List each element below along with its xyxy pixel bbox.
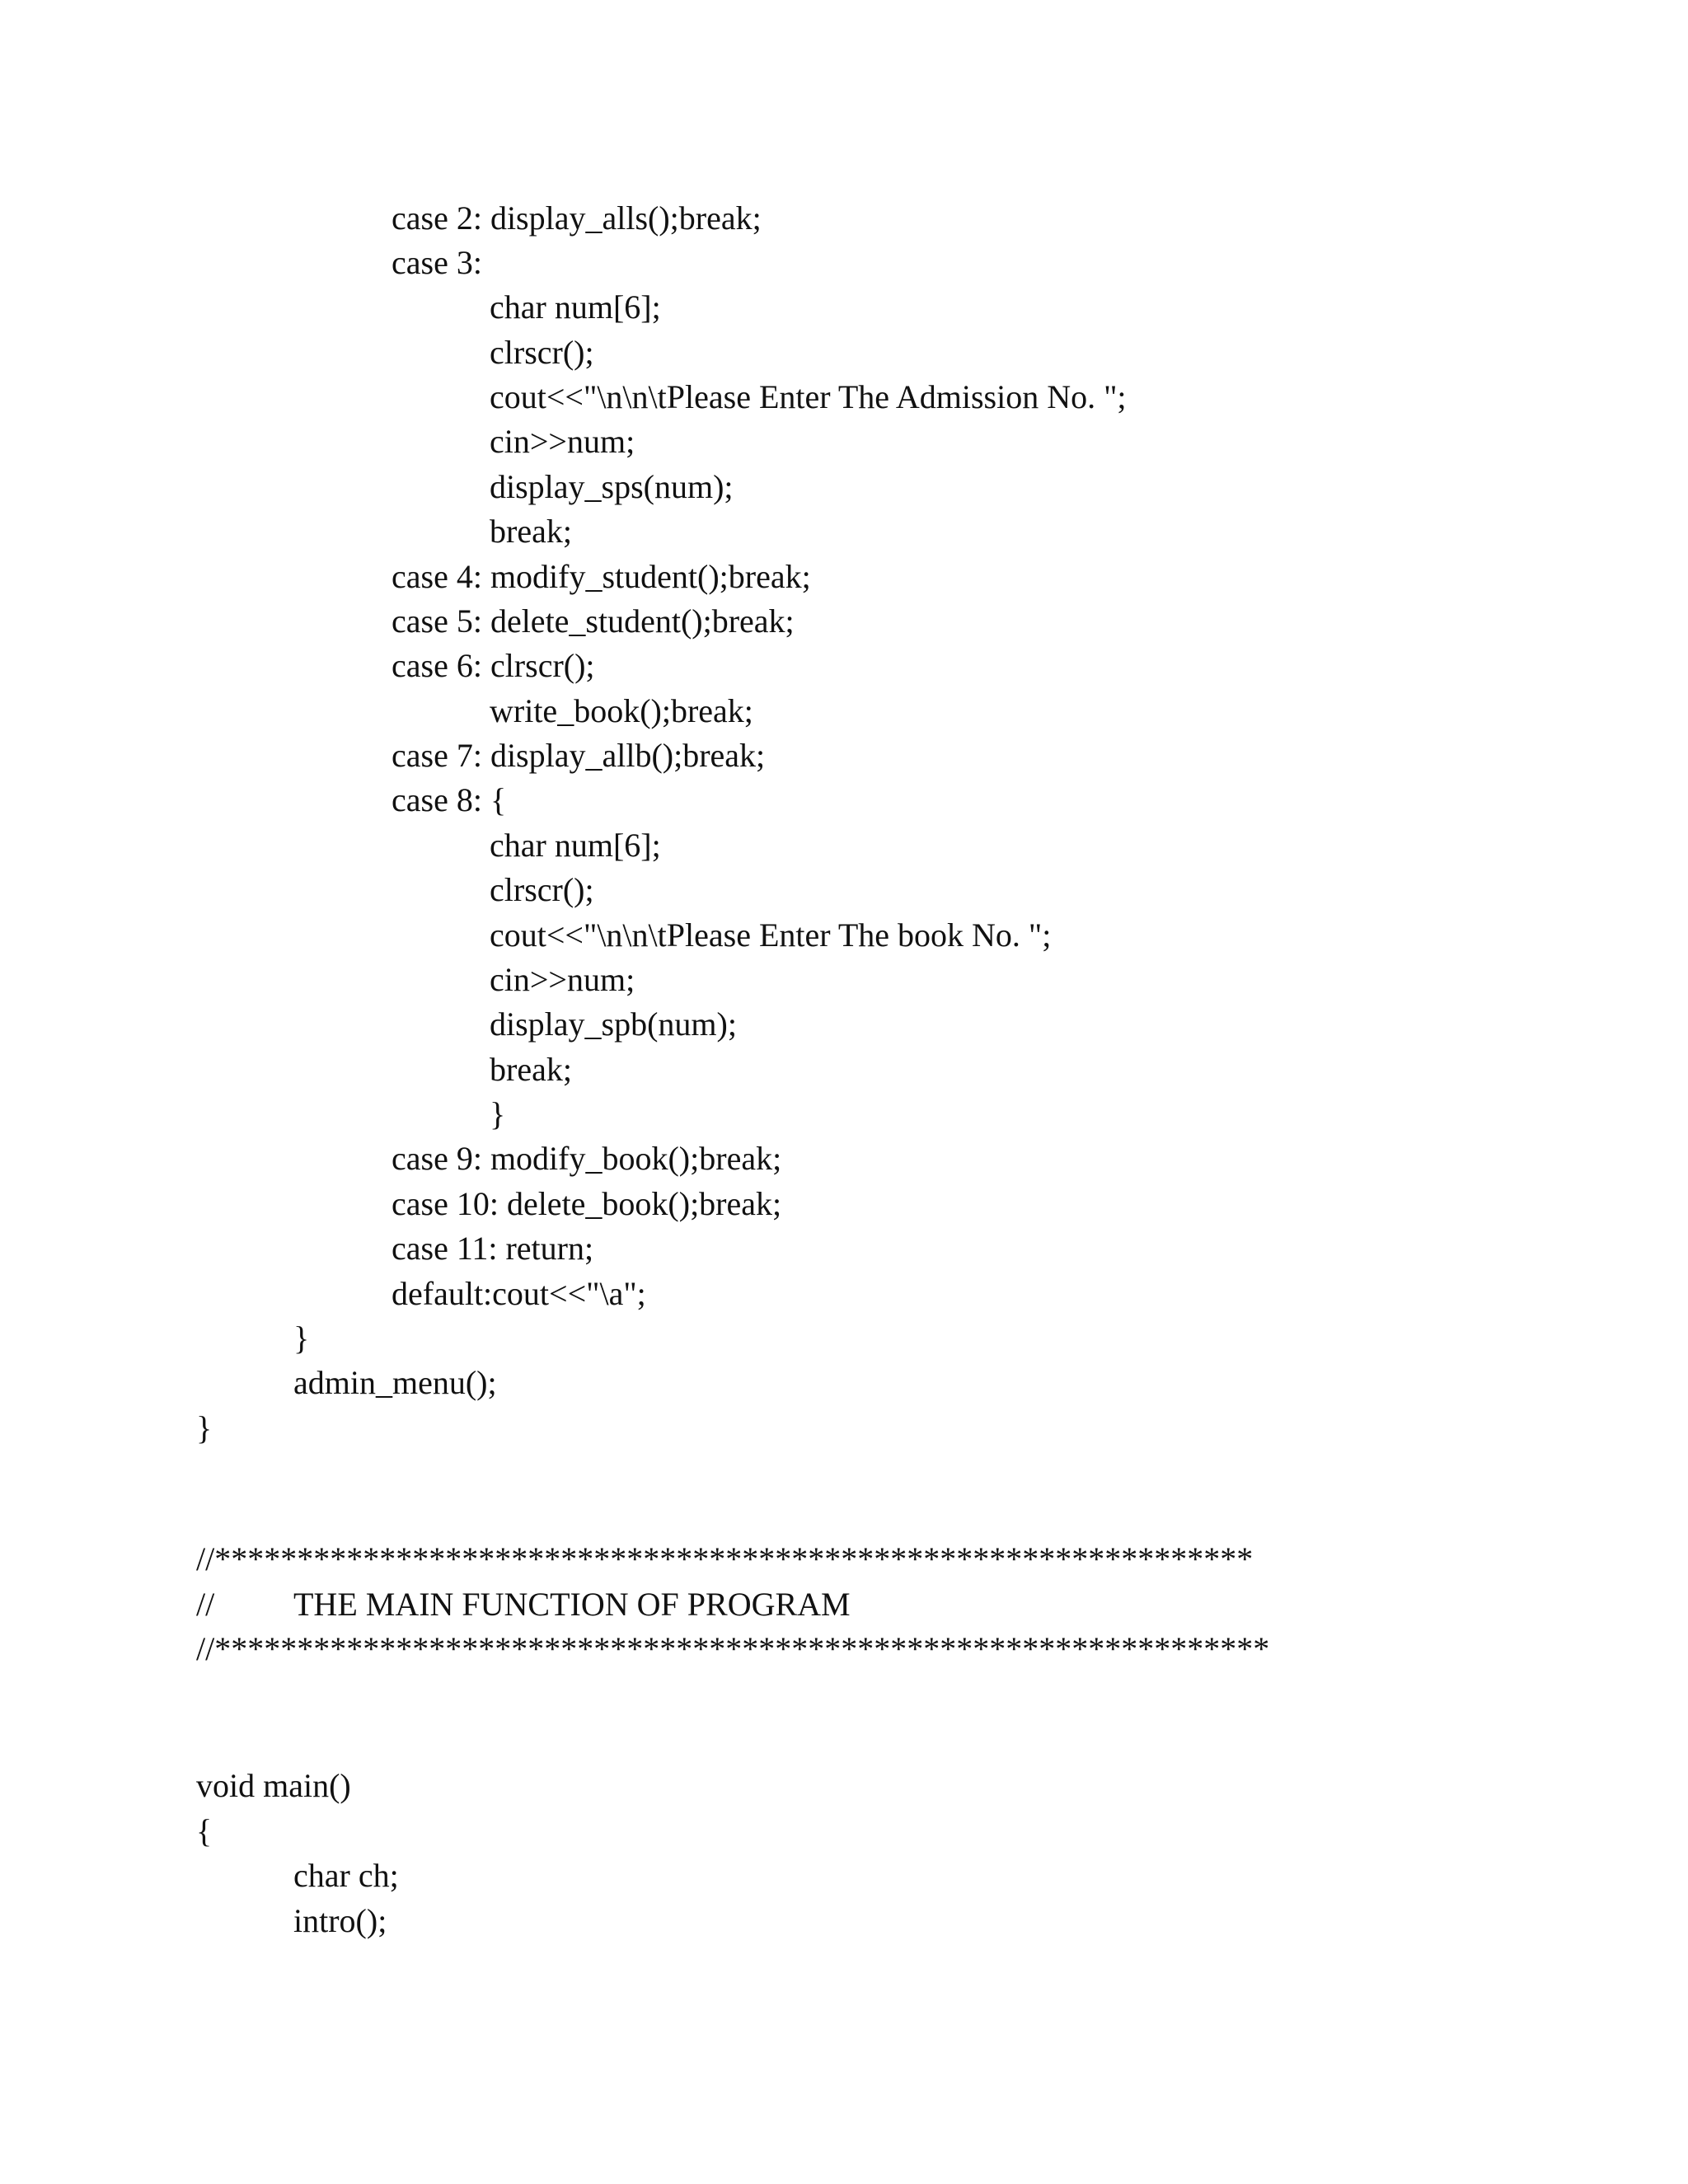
code-line: cin>>num; [490,423,635,460]
code-line: clrscr(); [490,871,594,908]
code-line: cout<<"\n\n\tPlease Enter The Admission No. "; [490,378,1127,415]
section-heading: THE MAIN FUNCTION OF PROGRAM [293,1586,851,1623]
code-line: char ch; [293,1857,399,1894]
code-line: case 6: clrscr(); [392,647,595,684]
code-line: case 10: delete_book();break; [392,1185,782,1222]
code-line: case 7: display_allb();break; [392,737,766,774]
code-line: display_sps(num); [490,468,734,505]
code-line: case 9: modify_book();break; [392,1140,782,1177]
code-line: void main() [196,1767,351,1804]
code-line: } [196,1409,213,1446]
comment-line: // [196,1586,215,1623]
code-line: case 3: [392,244,482,281]
code-line: write_book();break; [490,692,753,729]
code-line: case 5: delete_student();break; [392,602,795,640]
code-line: clrscr(); [490,334,594,371]
code-line: { [196,1812,213,1849]
code-line: break; [490,1051,572,1088]
code-line: cin>>num; [490,961,635,998]
code-line: char num[6]; [490,827,661,864]
code-line: case 11: return; [392,1230,594,1267]
code-line: case 2: display_alls();break; [392,199,762,237]
code-line: } [293,1319,310,1357]
code-line: display_spb(num); [490,1005,737,1043]
code-line: default:cout<<"\a"; [392,1275,646,1312]
code-line: admin_menu(); [293,1364,497,1401]
comment-rule: //*************************************************************** [196,1540,1254,1577]
code-line: } [490,1095,506,1132]
code-line: char num[6]; [490,288,661,326]
comment-rule: //**************************************************************** [196,1630,1270,1667]
code-line: case 8: { [392,781,507,818]
code-line: cout<<"\n\n\tPlease Enter The book No. "; [490,916,1052,954]
code-line: case 4: modify_student();break; [392,558,811,595]
code-line: intro(); [293,1902,387,1939]
code-line: break; [490,513,572,550]
